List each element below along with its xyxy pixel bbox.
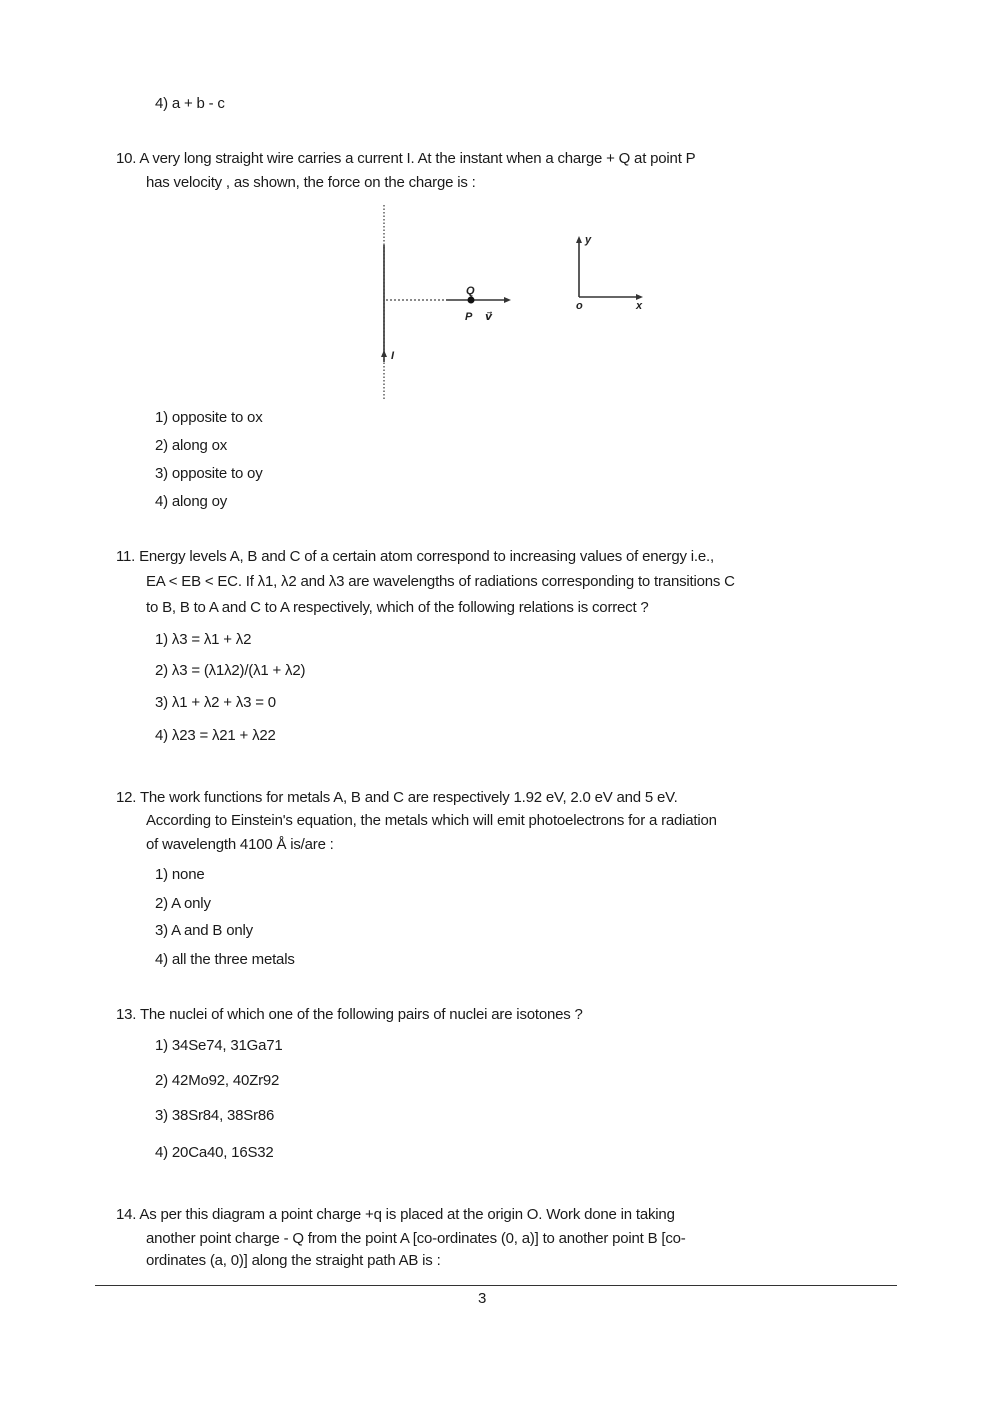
option-3: 3) λ1 + λ2 + λ3 = 0	[155, 694, 276, 711]
footer-divider	[95, 1285, 897, 1286]
option-4: 4) all the three metals	[155, 951, 295, 968]
question-text: 11. Energy levels A, B and C of a certain atom correspond to increasing values of energy i.e.,	[116, 548, 714, 565]
page-number: 3	[478, 1290, 487, 1307]
y-axis-arrow-icon	[576, 236, 582, 243]
charge-label: Q	[466, 285, 475, 297]
question-text: of wavelength 4100 Å is/are :	[146, 836, 334, 853]
question-text: has velocity , as shown, the force on the charge is :	[146, 174, 476, 191]
velocity-label: v⃗	[485, 311, 493, 323]
wire-charge-figure	[0, 0, 993, 420]
option-4: 4) 20Ca40, 16S32	[155, 1144, 274, 1161]
option-3: 3) 38Sr84, 38Sr86	[155, 1107, 275, 1124]
point-label: P	[465, 311, 473, 323]
option-2: 2) λ3 = (λ1λ2)/(λ1 + λ2)	[155, 662, 306, 679]
question-text: 10. A very long straight wire carries a current I. At the instant when a charge + Q at point P	[116, 150, 696, 167]
question-text: EA < EB < EC. If λ1, λ2 and λ3 are wavelengths of radiations corresponding to transitions C	[146, 573, 735, 590]
y-axis-label: y	[585, 234, 592, 246]
previous-option: 4) a + b - c	[155, 95, 225, 112]
option-2: 2) 42Mo92, 40Zr92	[155, 1072, 280, 1089]
question-text: 13. The nuclei of which one of the following pairs of nuclei are isotones ?	[116, 1006, 583, 1023]
option-3: 3) A and B only	[155, 922, 253, 939]
option-1: 1) opposite to ox	[155, 409, 263, 426]
option-4: 4) along oy	[155, 493, 228, 510]
option-1: 1) λ3 = λ1 + λ2	[155, 631, 252, 648]
charge-point	[468, 297, 475, 304]
question-text: to B, B to A and C to A respectively, which of the following relations is correct ?	[146, 599, 649, 616]
x-axis-label: x	[636, 300, 643, 312]
velocity-arrow-icon	[504, 297, 511, 303]
question-text: ordinates (a, 0)] along the straight path AB is :	[146, 1252, 441, 1269]
question-text: 12. The work functions for metals A, B and C are respectively 1.92 eV, 2.0 eV and 5 eV.	[116, 789, 678, 806]
question-text: According to Einstein's equation, the metals which will emit photoelectrons for a radiation	[146, 812, 717, 829]
question-text: 14. As per this diagram a point charge +q is placed at the origin O. Work done in taking	[116, 1206, 675, 1223]
origin-label: o	[576, 300, 583, 312]
option-2: 2) along ox	[155, 437, 228, 454]
option-1: 1) none	[155, 866, 205, 883]
option-2: 2) A only	[155, 895, 211, 912]
current-arrow-icon	[381, 350, 387, 357]
option-3: 3) opposite to oy	[155, 465, 263, 482]
question-text: another point charge - Q from the point A [co-ordinates (0, a)] to another point B [co-	[146, 1230, 686, 1247]
option-4: 4) λ23 = λ21 + λ22	[155, 727, 276, 744]
option-1: 1) 34Se74, 31Ga71	[155, 1037, 283, 1054]
current-label: I	[391, 350, 395, 362]
